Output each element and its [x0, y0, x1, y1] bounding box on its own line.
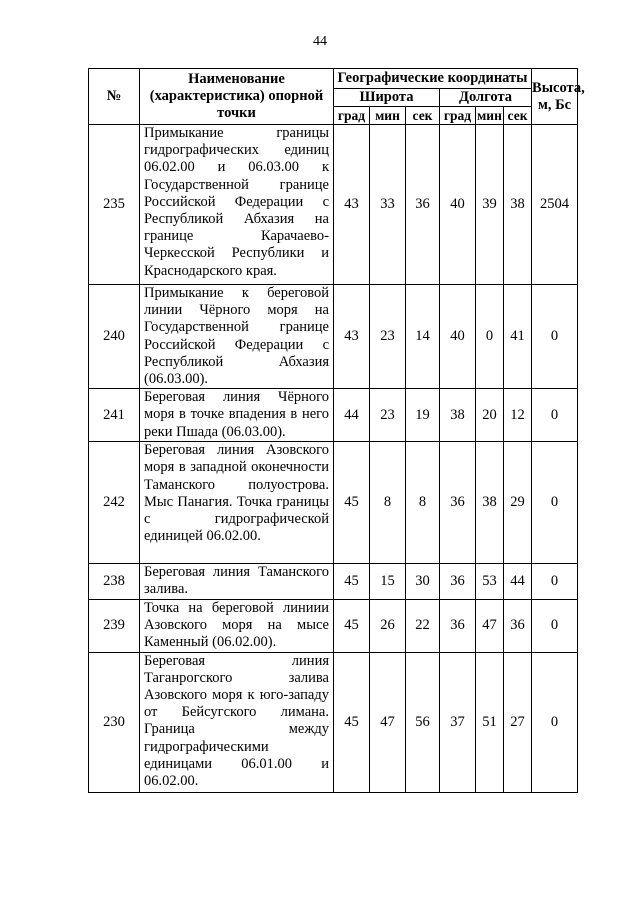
header-lat-deg: град [334, 107, 370, 125]
header-lat-sec: сек [406, 107, 440, 125]
lon-min-cell: 51 [476, 652, 504, 792]
lat-min-cell: 23 [370, 389, 406, 442]
header-lon-deg: град [440, 107, 476, 125]
lon-sec-cell: 27 [504, 652, 532, 792]
lon-sec-cell: 38 [504, 125, 532, 285]
lat-min-cell: 26 [370, 599, 406, 652]
lat-min-cell: 8 [370, 442, 406, 564]
point-number: 230 [89, 652, 140, 792]
header-geo-coordinates: Географические координаты [334, 69, 532, 89]
header-name: Наименование (характеристика) опорной точки [140, 69, 334, 125]
lat-deg-cell: 45 [334, 564, 370, 599]
lon-deg-cell: 40 [440, 285, 476, 389]
lat-deg-cell: 45 [334, 652, 370, 792]
point-description: Береговая линия Чёрного моря в точке впадения в него реки Пшада (06.03.00). [140, 389, 334, 442]
table-row [89, 125, 578, 285]
lon-min-cell: 47 [476, 599, 504, 652]
lon-min-cell: 53 [476, 564, 504, 599]
point-number: 238 [89, 564, 140, 599]
lon-sec-cell: 36 [504, 599, 532, 652]
point-number: 241 [89, 389, 140, 442]
lon-min-cell: 39 [476, 125, 504, 285]
table-row [89, 564, 578, 599]
lat-sec-cell: 30 [406, 564, 440, 599]
lat-sec-cell: 8 [406, 442, 440, 564]
table-row [89, 652, 578, 792]
table-row [89, 389, 578, 442]
lon-deg-cell: 40 [440, 125, 476, 285]
page-number: 44 [313, 34, 327, 49]
lon-deg-cell: 36 [440, 599, 476, 652]
lon-sec-cell: 12 [504, 389, 532, 442]
point-description: Береговая линия Таганрогского залива Азовского моря к юго-западу от Бейсугского лимана. Граница между гидрографическими единицами 06.01.00 и 06.02.00. [140, 652, 334, 792]
lon-deg-cell: 36 [440, 442, 476, 564]
height-cell: 0 [532, 285, 578, 389]
lat-min-cell: 15 [370, 564, 406, 599]
table-row [89, 442, 578, 564]
lon-deg-cell: 36 [440, 564, 476, 599]
lon-deg-cell: 38 [440, 389, 476, 442]
lon-sec-cell: 41 [504, 285, 532, 389]
lat-sec-cell: 22 [406, 599, 440, 652]
header-latitude: Широта [334, 89, 440, 107]
point-number: 242 [89, 442, 140, 564]
lat-sec-cell: 19 [406, 389, 440, 442]
lat-sec-cell: 36 [406, 125, 440, 285]
height-cell: 0 [532, 442, 578, 564]
lat-min-cell: 23 [370, 285, 406, 389]
lon-sec-cell: 29 [504, 442, 532, 564]
table-row [89, 599, 578, 652]
point-number: 239 [89, 599, 140, 652]
height-cell: 0 [532, 389, 578, 442]
lat-sec-cell: 14 [406, 285, 440, 389]
lat-deg-cell: 43 [334, 125, 370, 285]
point-description: Береговая линия Азовского моря в западной оконечности Таманского полуострова. Мыс Панагия. Точка границы с гидрографической единицей 06.02.00. [140, 442, 334, 564]
coordinates-table [88, 68, 585, 793]
header-height: Высота, м, Бс [532, 69, 578, 125]
lat-deg-cell: 44 [334, 389, 370, 442]
point-description: Береговая линия Таманского залива. [140, 564, 334, 599]
lon-min-cell: 20 [476, 389, 504, 442]
height-cell: 0 [532, 599, 578, 652]
lon-deg-cell: 37 [440, 652, 476, 792]
point-number: 235 [89, 125, 140, 285]
point-description: Примыкание к береговой линии Чёрного моря на Государственной границе Российской Федерации с Республикой Абхазия (06.03.00). [140, 285, 334, 389]
lat-deg-cell: 45 [334, 599, 370, 652]
point-number: 240 [89, 285, 140, 389]
header-lon-min: мин [477, 108, 502, 123]
lon-min-cell: 38 [476, 442, 504, 564]
lat-min-cell: 47 [370, 652, 406, 792]
height-cell: 0 [532, 652, 578, 792]
lat-sec-cell: 56 [406, 652, 440, 792]
lon-min-cell: 0 [476, 285, 504, 389]
header-lon-sec: сек [504, 107, 532, 125]
height-cell: 2504 [532, 125, 578, 285]
header-longitude: Долгота [440, 89, 532, 107]
lat-deg-cell: 43 [334, 285, 370, 389]
point-description: Примыкание границы гидрографических единиц 06.02.00 и 06.03.00 к Государственной границе Российской Федерации с Республикой Абхазия на границе Карачаево-Черкесской Республики и Краснодарского края. [140, 125, 334, 285]
header-lat-min: мин [370, 107, 406, 125]
height-cell: 0 [532, 564, 578, 599]
point-description: Точка на береговой линиии Азовского моря на мысе Каменный (06.02.00). [140, 599, 334, 652]
lon-sec-cell: 44 [504, 564, 532, 599]
lat-deg-cell: 45 [334, 442, 370, 564]
lat-min-cell: 33 [370, 125, 406, 285]
table-row [89, 285, 578, 389]
header-num: № [89, 69, 140, 125]
